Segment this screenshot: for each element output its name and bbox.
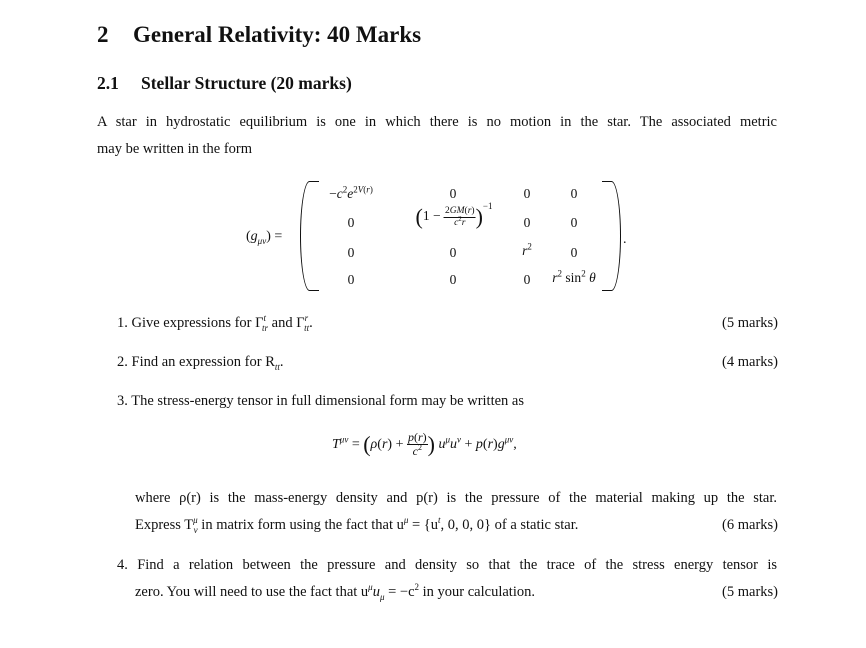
metric-lhs: $(g_{\mu\nu})$ = bbox=[246, 229, 283, 246]
matrix-cell-tt: $-c^2e^{2V(r)}$ bbox=[329, 184, 373, 201]
matrix-cell: 0 bbox=[449, 186, 457, 201]
matrix-cell-phph: $r^2$ $\sin^2 \theta$ bbox=[552, 268, 596, 285]
matrix-cell-thth: $r^2$ bbox=[522, 241, 532, 258]
subsection-title: Stellar Structure (20 marks) bbox=[141, 73, 352, 93]
matrix-cell: 0 bbox=[570, 245, 578, 260]
matrix-cell: 0 bbox=[347, 215, 355, 230]
stress-energy-equation: $T^{\mu\nu} = (\rho(r)$ + $\frac{p(r)}{c^2}$ ) $u^\mu u^\nu + p(r)g^{\mu\nu}$, bbox=[332, 430, 517, 459]
matrix-cell: 0 bbox=[523, 272, 531, 287]
question-4: 4. Find a relation between the pressure and density so that the trace of the stress energy tensor is bbox=[117, 557, 778, 573]
section-number: 2 bbox=[97, 22, 109, 47]
subsection-heading bbox=[97, 73, 352, 94]
question-3-continuation-1: where ρ(r) is the mass-energy density and p(r) is the pressure of the material making up the star. bbox=[135, 490, 777, 506]
question-3-continuation-2: Express $T^\mu_\nu$ in matrix form using the fact that $u^\mu = \{u^t$, 0, 0, 0} of a static star. bbox=[135, 515, 579, 535]
intro-line-1: A star in hydrostatic equilibrium is one in which there is no motion in the star. The associated metric bbox=[97, 114, 777, 130]
matrix-cell: 0 bbox=[449, 272, 457, 287]
question-2: 2. Find an expression for $R_{tt}$. bbox=[117, 354, 284, 372]
matrix-cell: 0 bbox=[570, 215, 578, 230]
matrix-cell: 0 bbox=[523, 186, 531, 201]
question-4-marks: (5 marks) bbox=[722, 584, 778, 600]
matrix-cell: 0 bbox=[347, 245, 355, 260]
matrix-cell: 0 bbox=[523, 215, 531, 230]
section-heading bbox=[97, 22, 421, 48]
intro-line-2: may be written in the form bbox=[97, 141, 253, 157]
matrix-cell: 0 bbox=[347, 272, 355, 287]
question-1: 1. Give expressions for $\Gamma^t_{tr}$ and $\Gamma^r_{tt}$. bbox=[117, 313, 313, 333]
matrix-period: . bbox=[623, 232, 627, 247]
question-1-marks: (5 marks) bbox=[722, 315, 778, 331]
subsection-number: 2.1 bbox=[97, 73, 119, 93]
question-4-continuation: zero. You will need to use the fact that $u^\mu u_\mu = -c^2$ in your calculation. bbox=[135, 582, 535, 602]
matrix-right-paren bbox=[602, 181, 621, 291]
section-title: General Relativity: 40 Marks bbox=[133, 22, 422, 47]
question-3-marks: (6 marks) bbox=[722, 517, 778, 533]
matrix-left-paren bbox=[300, 181, 319, 291]
question-3: 3. The stress-energy tensor in full dimensional form may be written as bbox=[117, 393, 524, 409]
matrix-cell-rr: (1 − $\frac{2GM(r)}{c^2r}$ )$^{-1}$ bbox=[415, 200, 493, 229]
matrix-cell: 0 bbox=[449, 245, 457, 260]
question-2-marks: (4 marks) bbox=[722, 354, 778, 370]
matrix-cell: 0 bbox=[570, 186, 578, 201]
